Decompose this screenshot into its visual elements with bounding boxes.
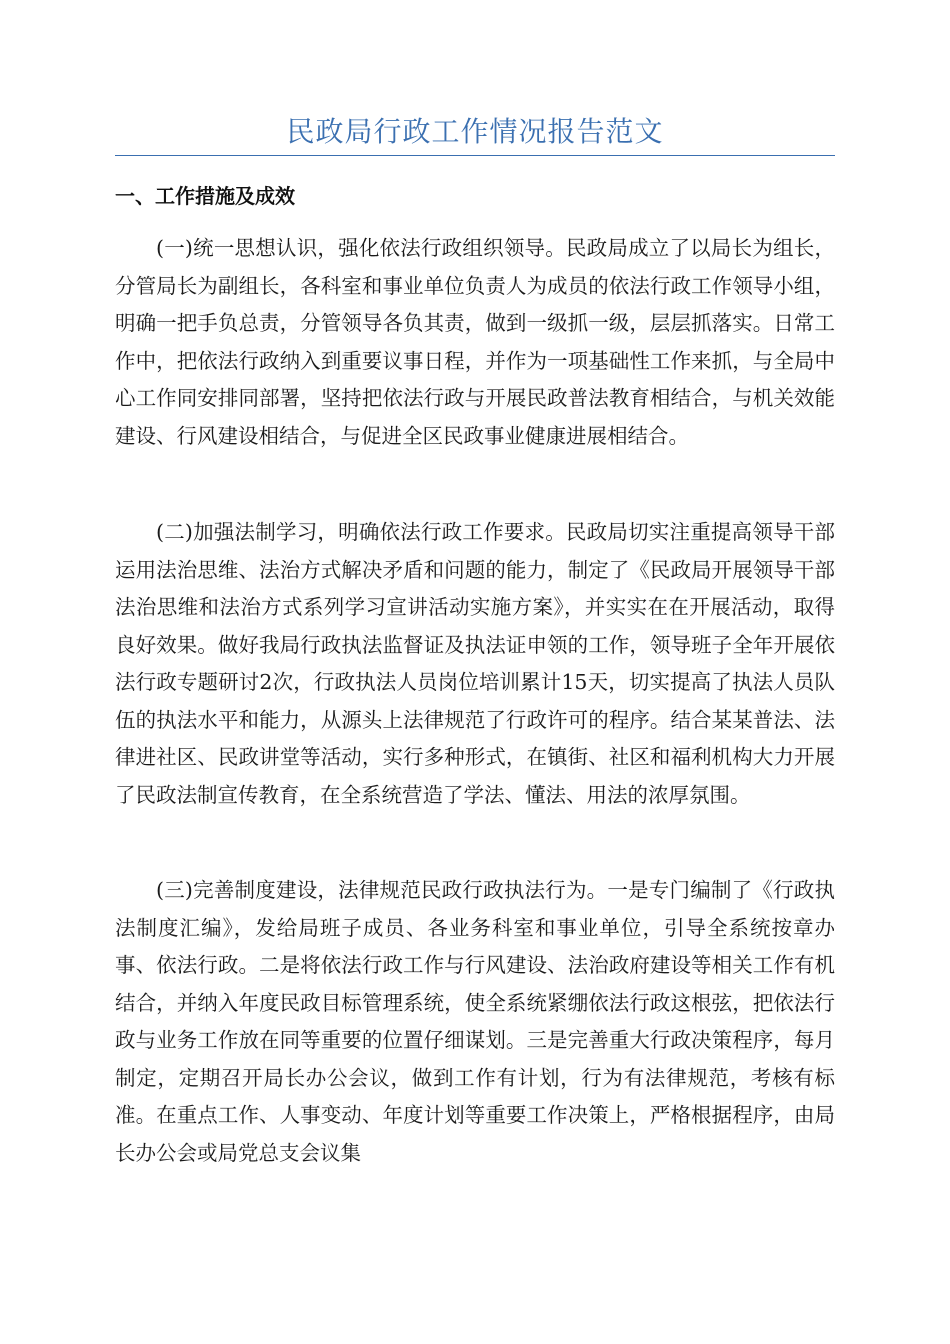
paragraph-1: (一)统一思想认识，强化依法行政组织领导。民政局成立了以局长为组长，分管局长为副组长，各科室和事业单位负责人为成员的依法行政工作领导小组，明确一把手负总责，分管领导各负其责，做到一级抓一级，层层抓落实。日常工作中，把依法行政纳入到重要议事日程，并作为一项基础性工作来抓，与全局中心工作同安排同部署，坚持把依法行政与开展民政普法教育相结合，与机关效能建设、行风建设相结合，与促进全区民政事业健康进展相结合。 xyxy=(115,236,835,448)
paragraph-1-block xyxy=(115,230,835,455)
paragraph-3-block xyxy=(115,872,835,1172)
title-underline xyxy=(115,155,835,156)
section-heading: 一、工作措施及成效 xyxy=(115,184,295,208)
document-title: 民政局行政工作情况报告范文 xyxy=(286,115,664,148)
paragraph-3: (三)完善制度建设，法律规范民政行政执法行为。一是专门编制了《行政执法制度汇编》，发给局班子成员、各业务科室和事业单位，引导全系统按章办事、依法行政。二是将依法行政工作与行风建设、法治政府建设等相关工作有机结合，并纳入年度民政目标管理系统，使全系统紧绷依法行政这根弦，把依法行政与业务工作放在同等重要的位置仔细谋划。三是完善重大行政决策程序，每月制定，定期召开局长办公会议，做到工作有计划，行为有法律规范，考核有标准。在重点工作、人事变动、年度计划等重要工作决策上，严格根据程序，由局长办公会或局党总支会议集 xyxy=(115,878,835,1165)
paragraph-2: (二)加强法制学习，明确依法行政工作要求。民政局切实注重提高领导干部运用法治思维、法治方式解决矛盾和问题的能力，制定了《民政局开展领导干部法治思维和法治方式系列学习宣讲活动实施方案》，并实实在在开展活动，取得良好效果。做好我局行政执法监督证及执法证申领的工作，领导班子全年开展依法行政专题研讨2次，行政执法人员岗位培训累计15天，切实提高了执法人员队伍的执法水平和能力，从源头上法律规范了行政许可的程序。结合某某普法、法律进社区、民政讲堂等活动，实行多种形式，在镇街、社区和福利机构大力开展了民政法制宣传教育，在全系统营造了学法、懂法、用法的浓厚氛围。 xyxy=(115,520,835,807)
paragraph-2-block xyxy=(115,514,835,814)
